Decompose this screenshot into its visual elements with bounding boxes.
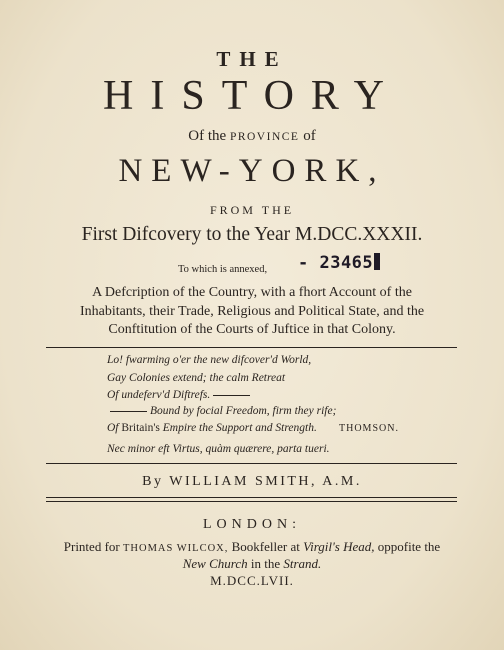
from-the-text: FROM THE: [209, 203, 295, 217]
subtitle-province: [0, 128, 504, 145]
divider-rule-middle: [46, 463, 457, 464]
imprint-location-line: [0, 556, 504, 572]
of-the-text: Of the: [188, 128, 227, 144]
accession-stamp: [298, 253, 380, 273]
verse-line-3-text: Of undeferv'd Diftrefs.: [107, 389, 211, 401]
title-new-york: NEW-YORK,: [118, 153, 386, 189]
province-text: PROVINCE: [229, 131, 300, 143]
verse-line-1: Lo! fwarming o'er the new difcover'd World,: [107, 354, 312, 366]
title-the: THE: [216, 47, 288, 71]
verse-dash: [110, 411, 147, 412]
description-line-3: Conftitution of the Courts of Juftice in that Colony.: [108, 322, 396, 337]
strand-text: Strand.: [283, 556, 322, 571]
printer-name: THOMAS WILCOX,: [122, 543, 229, 554]
by-text: By: [142, 474, 164, 489]
description-line-1: A Defcription of the Country, with a fhort Account of the: [92, 285, 412, 300]
in-the-text: in the: [250, 556, 281, 571]
stamp-number: - 23465: [298, 253, 374, 273]
verse-attribution: THOMSON.: [339, 423, 399, 434]
divider-rule-lower-1: [46, 497, 457, 498]
verse-line-4: [107, 405, 336, 417]
imprint-city: LONDON:: [203, 517, 301, 532]
opposite-the-text: oppofite the: [377, 539, 441, 554]
first-discovery-text: First Difcovery to the Year M.DCC.XXXII.: [81, 224, 423, 245]
description-line-2: Inhabitants, their Trade, Religious and Political State, and the: [79, 304, 425, 319]
author-degree: A.M.: [322, 474, 362, 489]
annexed-label: To which is annexed,: [178, 264, 268, 275]
bookseller-text: Bookfeller at: [231, 539, 300, 554]
verse-line-2: Gay Colonies extend; the calm Retreat: [107, 372, 286, 384]
virgils-head-text: Virgil's Head,: [303, 539, 375, 554]
divider-rule-top: [46, 347, 457, 348]
verse-line-4-text: Bound by focial Freedom, firm they rife;: [150, 405, 337, 417]
verse-line-5-rest: Empire the Support and Strength.: [162, 422, 317, 434]
author-name: WILLIAM SMITH,: [169, 474, 318, 489]
author-line: [0, 474, 504, 490]
verse-line-5: [107, 422, 317, 434]
printed-for-text: Printed for: [63, 539, 120, 554]
stamp-bar-icon: [374, 253, 380, 270]
latin-motto: Nec minor eft Virtus, quàm quærere, parta tueri.: [107, 443, 330, 455]
imprint-date: M.DCC.LVII.: [210, 573, 294, 588]
verse-line-5-of: Of: [107, 422, 119, 434]
divider-rule-lower-2: [46, 501, 457, 502]
verse-line-5-britain: Britain's: [121, 422, 160, 434]
imprint-printer-line: [0, 539, 504, 555]
of-text: of: [303, 128, 316, 144]
title-history: HISTORY: [103, 73, 401, 119]
new-church-text: New Church: [182, 556, 248, 571]
verse-dash: [213, 395, 250, 396]
verse-line-3: [107, 389, 253, 401]
